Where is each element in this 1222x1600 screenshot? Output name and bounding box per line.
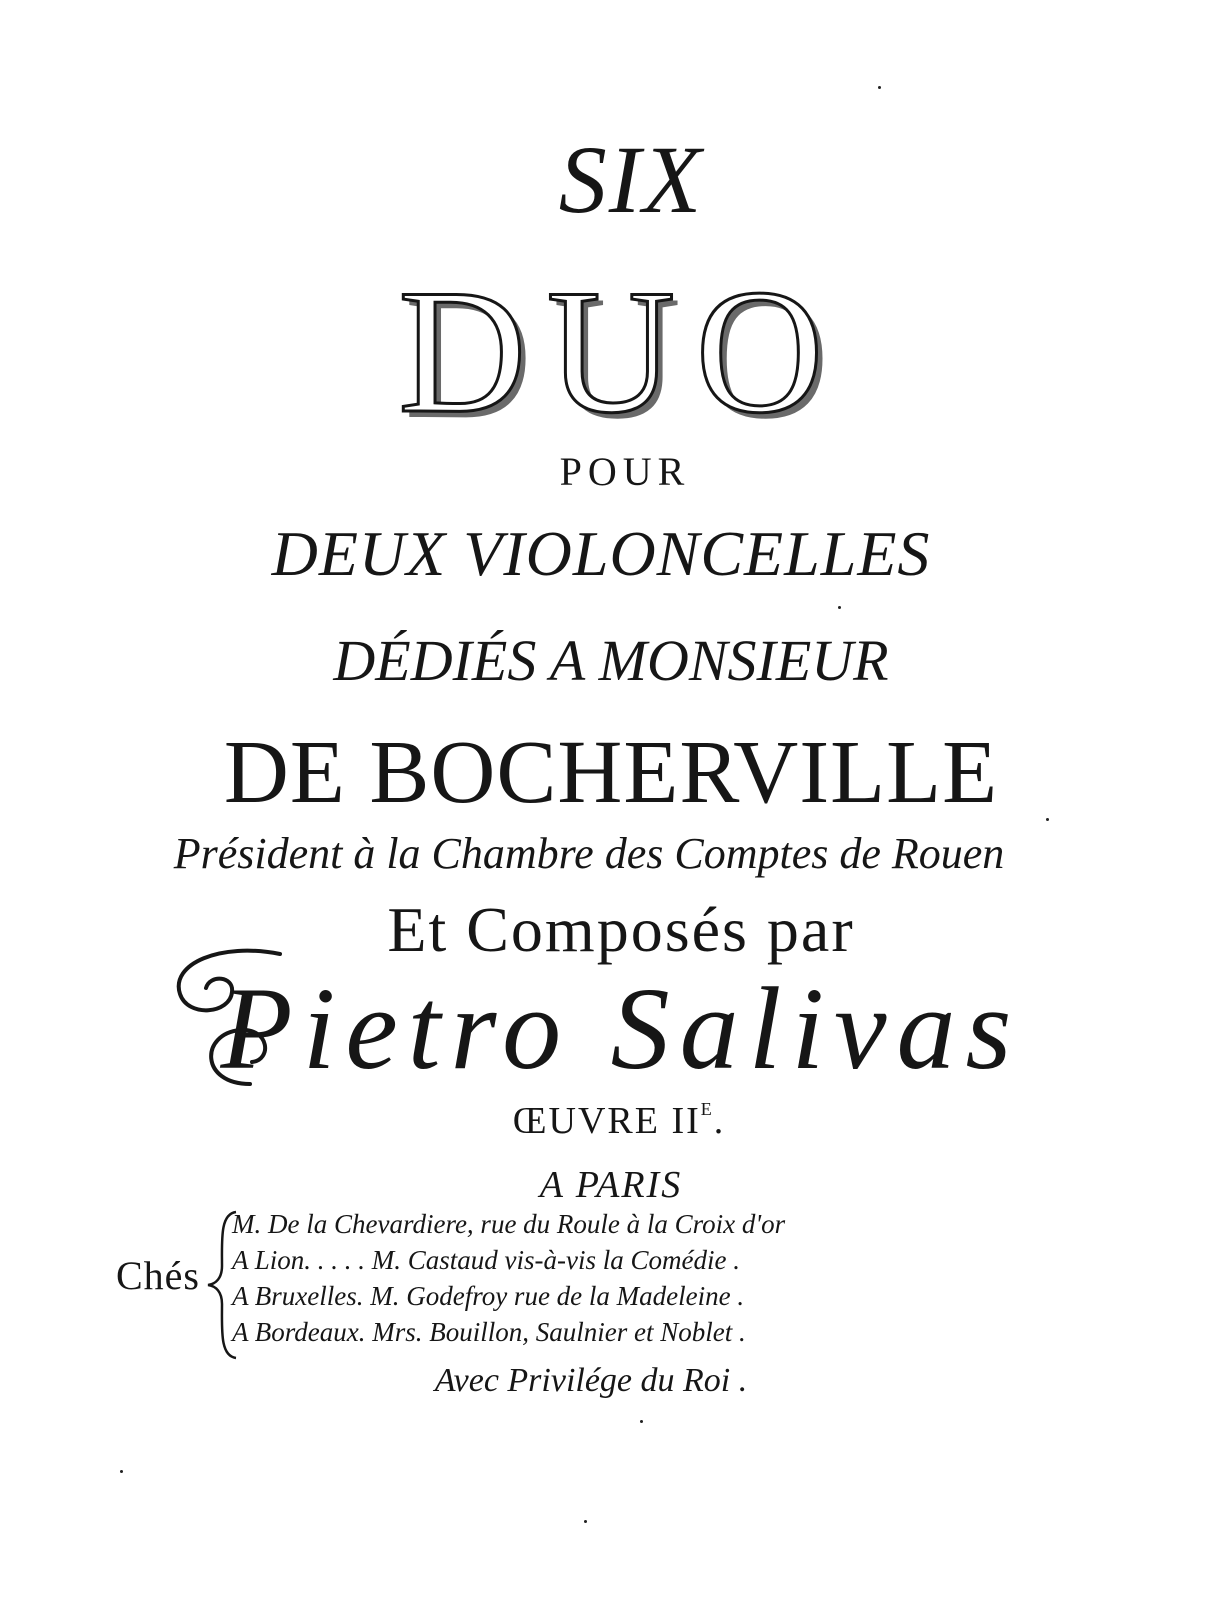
composer-name: Pietro Salivas [220,963,1022,1094]
heading-duo: DUO [398,252,844,450]
opus-text: ŒUVRE II [512,1100,701,1142]
sellers-list [232,1206,1032,1350]
privilege-line: Avec Privilége du Roi . [434,1362,748,1399]
city-line: A PARIS [539,1164,683,1206]
paper-speck [1046,818,1049,821]
seller-item: A Bordeaux. Mrs. Bouillon, Saulnier et Noblet . [232,1317,746,1347]
dedication-line: DÉDIÉS A MONSIEUR [333,628,889,693]
paper-speck [640,1420,643,1423]
seller-item: A Bruxelles. M. Godefroy rue de la Madeleine . [232,1281,745,1311]
composed-by-line: Et Composés par [387,894,855,965]
dedicatee-title: Président à la Chambre des Comptes de Rouen [173,829,1005,878]
instruments-line: DEUX VIOLONCELLES [271,518,931,589]
seller-item: M. De la Chevardiere, rue du Roule à la Croix d'or [232,1209,786,1239]
paper-speck [878,86,881,89]
paper-speck [120,1470,123,1473]
paper-speck [838,606,841,609]
paper-speck [584,1520,587,1523]
seller-item: A Lion. . . . . M. Castaud vis-à-vis la Comédie . [232,1245,740,1275]
heading-pour: POUR [559,449,691,494]
heading-six: SIX [558,126,704,233]
opus-suffix: E [700,1099,714,1119]
dedicatee-name: DE BOCHERVILLE [223,723,999,822]
sellers-label: Chés [116,1253,200,1298]
opus-line: ŒUVRE $II^E$. [512,1099,726,1142]
